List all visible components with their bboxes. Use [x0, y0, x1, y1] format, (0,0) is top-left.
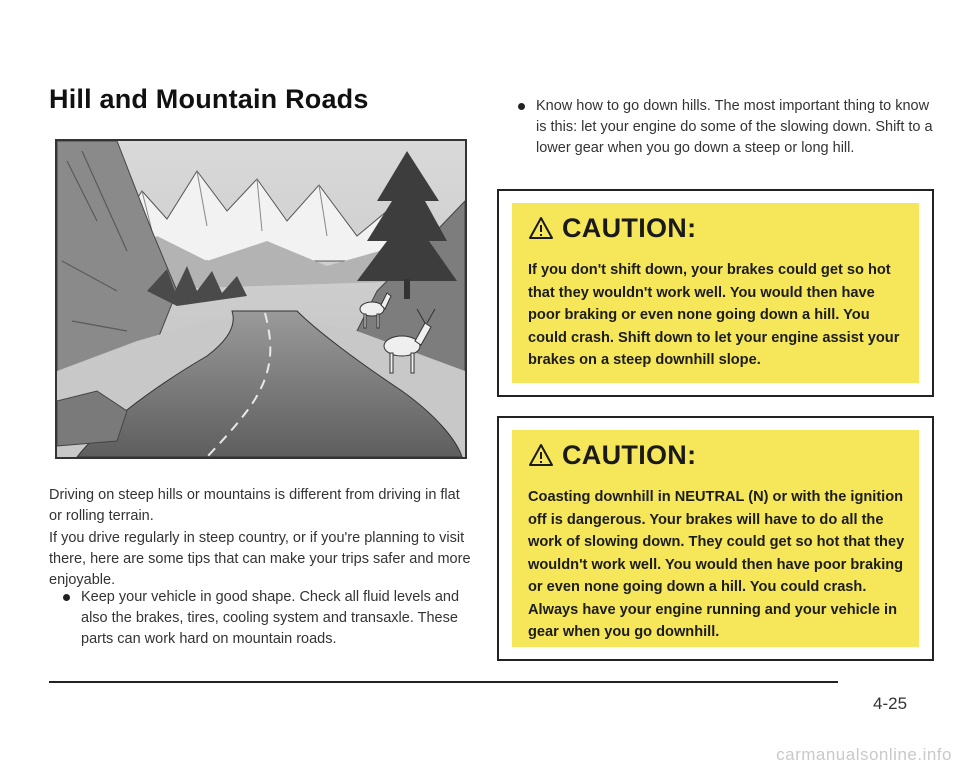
caution-box-coasting	[497, 416, 934, 661]
list-item-text: Keep your vehicle in good shape. Check all fluid levels and also the brakes, tires, cooling system and transaxle. These parts can work hard on mountain roads.	[81, 589, 460, 647]
page-number: 4-25	[873, 694, 908, 713]
footer-rule	[49, 681, 838, 683]
section-heading: Hill and Mountain Roads	[49, 84, 369, 114]
mountain-road-drawing	[57, 141, 465, 457]
caution-label: CAUTION:	[562, 439, 697, 470]
intro-paragraph: Driving on steep hills or mountains is different from driving in flat or rolling terrain.	[49, 487, 460, 524]
caution-text: If you don't shift down, your brakes could get so hot that they wouldn't work well. You would then have poor braking or even none going down a hill. You could crash. Shift down to let your engine assist your brakes on a steep downhill slope.	[512, 253, 919, 383]
list-item-vehicle-shape	[63, 587, 463, 650]
bullet-icon	[518, 103, 525, 110]
warning-triangle-icon	[528, 216, 554, 240]
caution-label: CAUTION:	[562, 212, 697, 243]
caution-banner	[512, 203, 919, 253]
list-item-go-down-hills	[518, 96, 933, 159]
mountain-road-illustration	[55, 139, 467, 459]
warning-triangle-icon	[528, 443, 554, 467]
tips-paragraph: If you drive regularly in steep country, or if you're planning to visit there, here are some tips that can make your trips safer and more enjoyable.	[49, 530, 471, 588]
caution-banner	[512, 430, 919, 480]
watermark: carmanualsonline.info	[776, 745, 952, 764]
caution-text: Coasting downhill in NEUTRAL (N) or with the ignition off is dangerous. Your brakes will have to do all the work of slowing down. They could get so hot that they wouldn't work well. You would then have poor braking or even none going down a hill. You could crash. Always have your engine running and your vehicle in gear when you go downhill.	[512, 480, 919, 647]
bullet-icon	[63, 594, 70, 601]
caution-box-shift-down	[497, 189, 934, 397]
list-item-text: Know how to go down hills. The most important thing to know is this: let your engine do some of the slowing down. Shift to a lower gear when you go down a steep or long hill.	[536, 98, 933, 156]
